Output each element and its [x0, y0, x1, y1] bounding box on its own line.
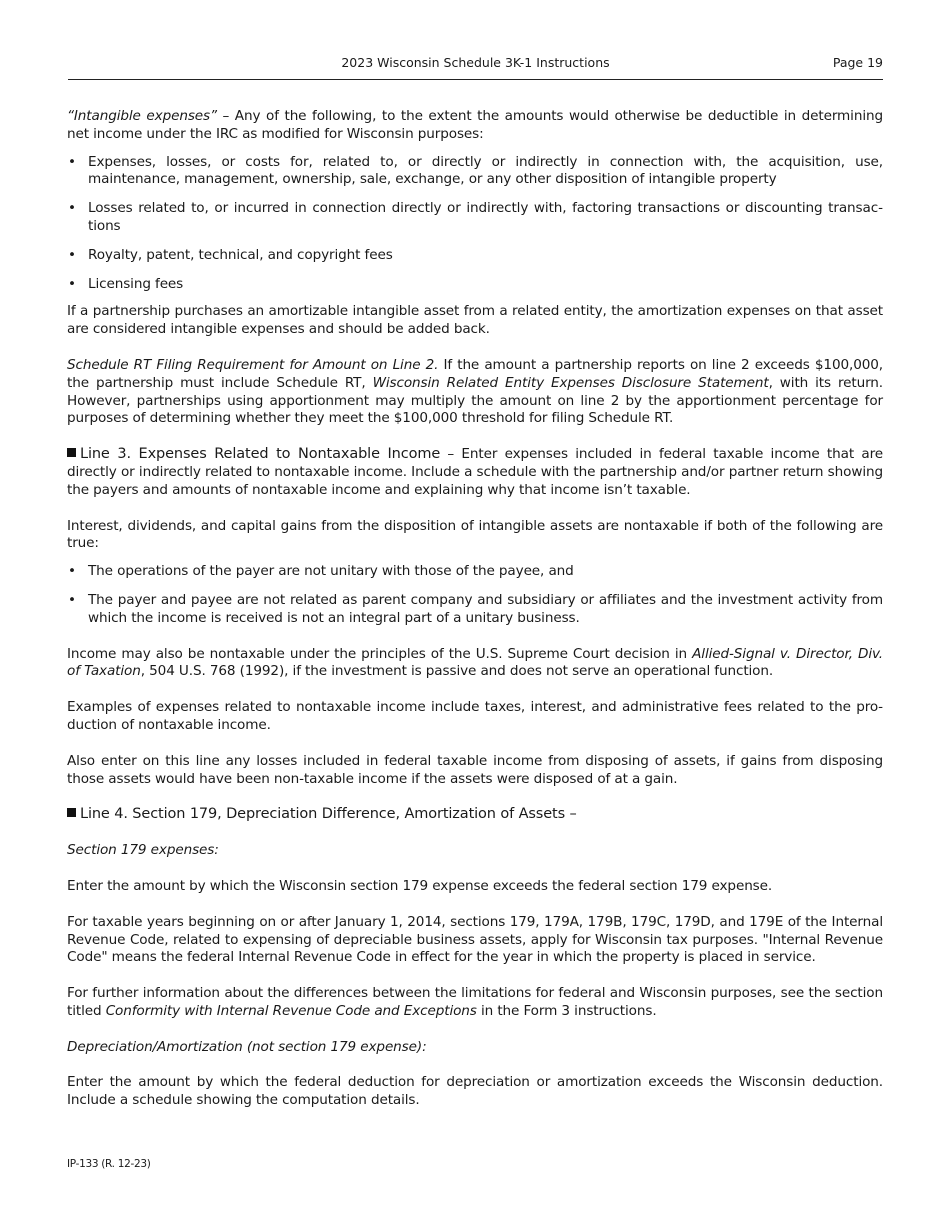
- list-item: • Licensing fees: [68, 275, 184, 292]
- bullet-icon: •: [68, 275, 76, 292]
- case-name: Allied-Signal v. Director, Div. of Taxation: [67, 645, 883, 680]
- losses-paragraph: Also enter on this line any losses included in federal taxable income from disposing of assets, if gains from disposing those assets would have been non-taxable income if the assets were disposed of at a gain.: [67, 752, 883, 787]
- section179-label: Section 179 expenses:: [67, 842, 219, 859]
- intangible-expenses-intro: – Any of the following, to the extent the amounts would otherwise be deductible in determining net income under the IRC as modified for Wisconsin purposes:: [67, 108, 883, 142]
- list-item: • Losses related to, or incurred in connection directly or indirectly with, factoring transactions or discounting transactions: [68, 200, 883, 234]
- conformity-section-title: Conformity with Internal Revenue Code and Exceptions: [105, 1002, 477, 1019]
- nontaxable-conditions-intro: Interest, dividends, and capital gains from the disposition of intangible assets are nontaxable if both of the following are true:: [67, 517, 883, 552]
- further-information-paragraph: For further information about the differences between the limitations for federal and Wisconsin purposes, see the section titled Conformity with Internal Revenue Code and Exceptions in the Form 3 instructions.: [67, 985, 883, 1019]
- list-item: • Royalty, patent, technical, and copyright fees: [68, 246, 393, 263]
- page-header: [68, 55, 883, 80]
- list-item: • The operations of the payer are not unitary with those of the payee, and: [68, 563, 574, 580]
- taxable-years-paragraph: For taxable years beginning on or after January 1, 2014, sections 179, 179A, 179B, 179C, 179D, and 179E of the Internal Revenue Code, related to expensing of depreciable business assets, apply for Wisconsin tax purposes. "Internal Revenue Code" means the federal Internal Revenue Code in effect for the year in which the property is placed in service.: [67, 913, 883, 966]
- page-body: [67, 108, 883, 1110]
- square-bullet-icon: [67, 808, 76, 817]
- depreciation-label: Depreciation/Amortization (not section 179 expense):: [67, 1038, 427, 1055]
- examples-paragraph: Examples of expenses related to nontaxable income include taxes, interest, and administrative fees related to the production of nontaxable income.: [67, 699, 883, 733]
- intangible-expenses-list: [67, 154, 883, 294]
- bullet-icon: •: [68, 563, 76, 580]
- schedule-rt-paragraph: Schedule RT Filing Requirement for Amount on Line 2. If the amount a partnership reports on line 2 exceeds $100,000, the partnership must include Schedule RT, Wisconsin Related Entity Expenses Disclosure Statement, with its return. However, partnerships using apportionment may multiply the amount on line 2 by the apportionment percentage for purposes of determining whether they meet the $100,000 threshold for filing Schedule RT.: [67, 356, 884, 427]
- amortization-note: If a partnership purchases an amortizable intangible asset from a related entity, the amortization expenses on that asset are considered intangible expenses and should be added back.: [67, 303, 883, 338]
- bullet-icon: •: [68, 591, 76, 608]
- line3-paragraph: Line 3. Expenses Related to Nontaxable Income – Enter expenses included in federal taxable income that are directly or indirectly related to nontaxable income. Include a schedule with the partnership and/or partner return showing the payers and amounts of nontaxable income and explaining why that income isn’t taxable.: [67, 446, 883, 498]
- bullet-icon: •: [68, 153, 76, 170]
- list-item: • Expenses, losses, or costs for, related to, or directly or indirectly in connection with, the acquisition, use, maintenance, management, ownership, sale, exchange, or any other disposition of intangible property: [68, 153, 883, 188]
- intangible-expenses-term: “Intangible expenses”: [67, 108, 217, 124]
- line3-heading: Line 3. Expenses Related to Nontaxable Income: [67, 446, 440, 462]
- schedule-rt-label: Schedule RT Filing Requirement for Amount on Line 2.: [67, 356, 439, 373]
- line4-heading: Line 4. Section 179, Depreciation Difference, Amortization of Assets –: [67, 806, 883, 824]
- square-bullet-icon: [67, 448, 76, 457]
- bullet-icon: •: [68, 246, 76, 263]
- page-number: Page 19: [832, 55, 883, 70]
- schedule-rt-form-title: Wisconsin Related Entity Expenses Disclosure Statement: [372, 374, 769, 391]
- document-title: 2023 Wisconsin Schedule 3K-1 Instructions: [341, 55, 610, 70]
- bullet-icon: •: [68, 200, 76, 217]
- nontaxable-conditions-list: [67, 563, 883, 627]
- form-identifier: IP-133 (R. 12-23): [67, 1158, 151, 1170]
- list-item: • The payer and payee are not related as parent company and subsidiary or affiliates and the investment activity from which the income is received is not an integral part of a unitary business.: [68, 591, 883, 626]
- intangible-expenses-definition: [67, 108, 883, 144]
- allied-signal-paragraph: Income may also be nontaxable under the principles of the U.S. Supreme Court decision in Allied-Signal v. Director, Div. of Taxation, 504 U.S. 768 (1992), if the investment is passive and does not serve an operational function.: [67, 645, 883, 680]
- section179-paragraph: Enter the amount by which the Wisconsin section 179 expense exceeds the federal section 179 expense.: [67, 877, 773, 894]
- depreciation-paragraph: Enter the amount by which the federal deduction for depreciation or amortization exceeds the Wisconsin deduction. Include a schedule showing the computation details.: [67, 1074, 883, 1109]
